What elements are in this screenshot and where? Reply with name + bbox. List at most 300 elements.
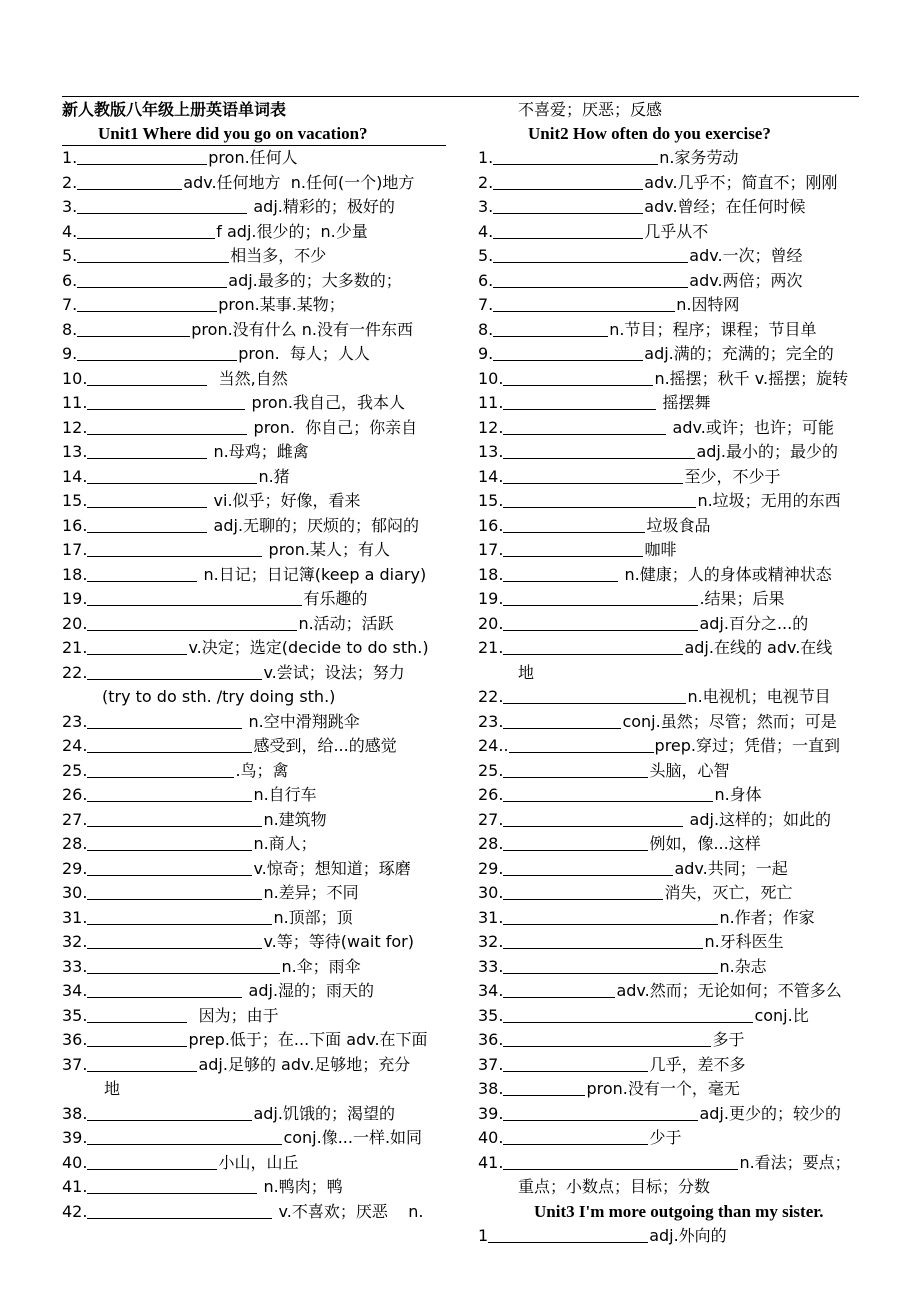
entry-number: 41. <box>62 1177 88 1196</box>
answer-blank[interactable] <box>87 663 262 680</box>
entry-number: 40. <box>478 1128 504 1147</box>
answer-blank[interactable] <box>503 1079 585 1096</box>
entry-number: 36. <box>478 1030 504 1049</box>
entry-definition: n.母鸡；雌禽 <box>208 442 309 461</box>
answer-blank[interactable] <box>87 1177 257 1194</box>
entry-definition: n.看法；要点； <box>739 1152 851 1172</box>
entry-number: 23. <box>62 711 88 731</box>
answer-blank[interactable] <box>503 540 643 557</box>
answer-blank[interactable] <box>87 932 262 949</box>
entry-number: 26. <box>62 785 88 804</box>
answer-blank[interactable] <box>503 834 648 851</box>
entry-number: 4. <box>478 221 494 241</box>
entry-definition: v.决定；选定(decide to do sth.) <box>188 638 429 657</box>
vocab-entry <box>478 146 858 171</box>
answer-blank[interactable] <box>87 1006 187 1023</box>
entry-definition: n.垃圾；无用的东西 <box>697 491 841 510</box>
entry-definition: n.鸭肉；鸭 <box>258 1177 343 1196</box>
entry-number: 13. <box>62 442 88 461</box>
answer-blank[interactable] <box>87 957 280 974</box>
entry-number: 30. <box>62 883 88 902</box>
answer-blank[interactable] <box>87 981 242 998</box>
vocab-entry <box>62 857 446 882</box>
answer-blank[interactable] <box>87 516 207 533</box>
entry-number: 5. <box>478 246 494 265</box>
entry-definition: adv.然而；无论如何；不管多么 <box>616 981 842 1000</box>
answer-blank[interactable] <box>503 1104 698 1121</box>
entry-number: 17. <box>62 540 88 559</box>
answer-blank[interactable] <box>503 565 618 582</box>
unit2-list <box>478 146 858 1200</box>
answer-blank[interactable] <box>503 467 683 484</box>
vocab-entry <box>478 220 858 245</box>
entry-number: 29. <box>62 858 88 878</box>
entry-definition: n.活动；活跃 <box>298 613 394 633</box>
entry-number: 16. <box>478 515 504 535</box>
entry-number: 1. <box>478 148 494 167</box>
answer-blank[interactable] <box>503 883 663 900</box>
vocab-entry <box>62 979 446 1004</box>
entry-definition: n.自行车 <box>253 785 317 804</box>
entry-number: 40. <box>62 1152 88 1172</box>
answer-blank[interactable] <box>503 908 718 925</box>
entry-continuation: 重点；小数点；目标；分数 <box>518 1177 711 1196</box>
entry-number: 9. <box>478 344 494 363</box>
vocab-entry <box>478 857 858 882</box>
vocab-entry <box>478 318 858 343</box>
entry-definition: pron. 你自己；你亲自 <box>248 417 418 437</box>
entry-definition: n.健康；人的身体或精神状态 <box>619 564 832 584</box>
entry-number: 26. <box>478 785 504 804</box>
entry-number: 28. <box>478 834 504 853</box>
vocab-entry <box>62 220 446 245</box>
vocab-entry <box>478 367 858 392</box>
entry-number: 21. <box>62 638 88 657</box>
entry-number: 29. <box>478 858 504 878</box>
vocab-entry <box>478 955 858 980</box>
entry-definition: adv.几乎不；简直不；刚刚 <box>644 172 838 192</box>
entry-definition: n.电视机；电视节目 <box>687 687 831 706</box>
entry-definition: n.日记；日记簿(keep a diary) <box>198 564 427 584</box>
vocab-entry <box>62 783 446 808</box>
entry-definition: 例如，像...这样 <box>649 834 761 853</box>
entry-number: 33. <box>62 956 88 976</box>
vocab-entry <box>62 661 446 686</box>
answer-blank[interactable] <box>87 369 207 386</box>
answer-blank[interactable] <box>503 1128 648 1145</box>
entry-number: 7. <box>478 295 494 314</box>
entry-definition: 小山，山丘 <box>218 1152 299 1172</box>
entry-number: 8. <box>478 319 494 339</box>
entry-definition: 至少，不少于 <box>684 466 781 486</box>
entry-number: 3. <box>478 197 494 216</box>
vocab-entry <box>478 195 858 220</box>
answer-blank[interactable] <box>503 442 695 459</box>
answer-blank[interactable] <box>503 761 648 778</box>
vocab-entry <box>62 367 446 392</box>
vocab-entry <box>478 636 858 661</box>
answer-blank[interactable] <box>87 589 302 606</box>
entry-number: 34. <box>478 981 504 1000</box>
vocab-entry <box>62 269 446 294</box>
answer-blank[interactable] <box>87 442 207 459</box>
entry-definition: vi.似乎；好像，看来 <box>208 491 361 510</box>
answer-blank[interactable] <box>87 565 197 582</box>
vocab-entry <box>478 1224 858 1249</box>
entry-definition: 当然,自然 <box>208 368 288 388</box>
entry-number: 30. <box>478 883 504 902</box>
answer-blank[interactable] <box>87 736 252 753</box>
entry-number: 19. <box>62 589 88 608</box>
entry-definition: v.等；等待(wait for) <box>263 932 414 951</box>
entry-definition: v.惊奇；想知道；琢磨 <box>253 858 411 878</box>
vocab-entry <box>478 416 858 441</box>
vocab-entry <box>62 808 446 833</box>
answer-blank[interactable] <box>493 173 643 190</box>
vocab-entry <box>62 955 446 980</box>
unit1-heading: Unit1 Where did you go on vacation? <box>62 122 446 146</box>
answer-blank[interactable] <box>77 320 190 337</box>
answer-blank[interactable] <box>87 540 262 557</box>
entry-definition: v.不喜欢；厌恶 n. <box>273 1201 424 1221</box>
vocab-entry <box>478 465 858 490</box>
entry-number: 11. <box>478 393 504 412</box>
answer-blank[interactable] <box>503 932 703 949</box>
answer-blank[interactable] <box>77 173 182 190</box>
entry-definition: adv.或许；也许；可能 <box>667 417 834 437</box>
entry-definition: n.空中滑翔跳伞 <box>243 711 360 731</box>
vocab-entry <box>62 636 446 661</box>
answer-blank[interactable] <box>493 320 608 337</box>
answer-blank[interactable] <box>503 393 656 410</box>
entry-number: 37. <box>62 1054 88 1074</box>
answer-blank[interactable] <box>493 271 688 288</box>
entry-definition: adj.满的；充满的；完全的 <box>644 344 834 363</box>
entry-number: 11. <box>62 393 88 412</box>
entry-definition: f adj.很少的；n.少量 <box>216 221 368 241</box>
entry-definition: 几乎，差不多 <box>649 1054 746 1074</box>
answer-blank[interactable] <box>503 589 698 606</box>
answer-blank[interactable] <box>509 736 654 753</box>
answer-blank[interactable] <box>87 614 297 631</box>
answer-blank[interactable] <box>87 418 247 435</box>
entry-number: 1 <box>478 1225 489 1245</box>
vocab-entry <box>62 440 446 465</box>
entry-number: 25. <box>62 760 88 780</box>
entry-number: 15. <box>62 491 88 510</box>
vocab-entry <box>62 1028 446 1053</box>
answer-blank[interactable] <box>503 516 645 533</box>
entry-number: 39. <box>62 1128 88 1147</box>
entry-number: 27. <box>478 809 504 829</box>
vocab-entry <box>62 1126 446 1151</box>
entry-number: 22. <box>478 687 504 706</box>
answer-blank[interactable] <box>503 981 615 998</box>
answer-blank[interactable] <box>87 883 262 900</box>
unit2-heading: Unit2 How often do you exercise? <box>528 124 771 143</box>
answer-blank[interactable] <box>87 859 252 876</box>
vocab-entry <box>62 1004 446 1029</box>
entry-definition: adj.在线的 adv.在线 <box>684 638 833 657</box>
answer-blank[interactable] <box>493 246 688 263</box>
entry-number: 37. <box>478 1054 504 1074</box>
answer-blank[interactable] <box>87 761 234 778</box>
answer-blank[interactable] <box>503 418 666 435</box>
vocab-entry <box>478 1151 858 1176</box>
vocab-entry <box>478 342 858 367</box>
answer-blank[interactable] <box>503 638 683 655</box>
entry-number: 10. <box>478 368 504 388</box>
entry-definition: n.顶部；顶 <box>273 907 353 927</box>
answer-blank[interactable] <box>87 785 252 802</box>
entry-definition: 感受到，给...的感觉 <box>253 736 397 755</box>
entry-continuation: 地 <box>104 1079 121 1098</box>
answer-blank[interactable] <box>87 467 257 484</box>
entry-definition: n.作者；作家 <box>719 907 815 927</box>
answer-blank[interactable] <box>503 614 698 631</box>
answer-blank[interactable] <box>503 785 713 802</box>
answer-blank[interactable] <box>87 834 252 851</box>
entry-number: 32. <box>478 932 504 951</box>
answer-blank[interactable] <box>87 638 187 655</box>
entry-definition: pron.没有什么 n.没有一件东西 <box>191 319 413 339</box>
vocab-entry <box>478 979 858 1004</box>
entry-number: 14. <box>62 466 88 486</box>
entry-definition: n.牙科医生 <box>704 932 784 951</box>
unit3-heading: Unit3 I'm more outgoing than my sister. <box>534 1201 824 1221</box>
answer-blank[interactable] <box>503 1006 753 1023</box>
answer-blank[interactable] <box>503 687 686 704</box>
top-rule <box>62 96 859 97</box>
answer-blank[interactable] <box>87 1104 252 1121</box>
vocab-entry <box>62 1151 446 1176</box>
vocab-entry <box>478 1126 858 1151</box>
entry-number: 32. <box>62 932 88 951</box>
entry-definition: conj.比 <box>754 1005 809 1025</box>
vocab-entry <box>478 1053 858 1078</box>
entry-number: 18. <box>478 564 504 584</box>
entry-definition: 头脑，心智 <box>649 760 730 780</box>
answer-blank[interactable] <box>503 1030 711 1047</box>
entry-number: 39. <box>478 1103 504 1123</box>
vocab-entry <box>478 783 858 808</box>
entry-number: 35. <box>478 1005 504 1025</box>
entry-number: 20. <box>62 613 88 633</box>
answer-blank[interactable] <box>77 295 217 312</box>
unit3-list <box>478 1224 858 1249</box>
entry-definition: 几乎从不 <box>644 221 709 241</box>
entry-definition: .鸟；禽 <box>235 760 289 780</box>
entry-number: 15. <box>478 491 504 510</box>
vocab-entry <box>478 1028 858 1053</box>
entry-definition: adv.曾经；在任何时候 <box>644 197 806 216</box>
entry-definition: .结果；后果 <box>699 589 785 608</box>
answer-blank[interactable] <box>77 271 227 288</box>
entry-definition: pron.某事.某物； <box>218 295 345 314</box>
entry-number: 7. <box>62 295 78 314</box>
entry-number: 24.. <box>478 736 509 755</box>
entry-number: 28. <box>62 834 88 853</box>
entry-number: 12. <box>62 417 88 437</box>
vocab-entry <box>478 930 858 955</box>
answer-blank[interactable] <box>488 1226 648 1243</box>
vocab-entry <box>62 146 446 171</box>
answer-blank[interactable] <box>87 810 262 827</box>
answer-blank[interactable] <box>77 222 215 239</box>
entry-number: 6. <box>62 270 78 290</box>
vocab-entry <box>478 269 858 294</box>
vocab-entry <box>478 293 858 318</box>
entry-number: 27. <box>62 809 88 829</box>
vocab-entry <box>478 1102 858 1127</box>
answer-blank[interactable] <box>87 1128 282 1145</box>
entry-definition: adj.无聊的；厌烦的；郁闷的 <box>208 515 420 535</box>
entry-definition: 因为；由于 <box>188 1005 279 1025</box>
entry-number: 2. <box>62 172 78 192</box>
entry-definition: adj.外向的 <box>649 1225 727 1245</box>
entry-definition: pron.任何人 <box>208 148 298 167</box>
answer-blank[interactable] <box>493 197 643 214</box>
answer-blank[interactable] <box>77 148 207 165</box>
entry-definition: adj.最小的；最少的 <box>696 442 838 461</box>
answer-blank[interactable] <box>77 344 237 361</box>
vocab-entry <box>62 906 446 931</box>
vocab-entry <box>62 1102 446 1127</box>
entry-number: 41. <box>478 1152 504 1172</box>
entry-definition: n.伞；雨伞 <box>281 956 361 976</box>
answer-blank[interactable] <box>87 908 272 925</box>
answer-blank[interactable] <box>77 246 229 263</box>
answer-blank[interactable] <box>503 369 653 386</box>
entry-number: 38. <box>62 1103 88 1123</box>
vocab-entry <box>478 881 858 906</box>
entry-number: 31. <box>62 907 88 927</box>
answer-blank[interactable] <box>493 222 643 239</box>
answer-blank[interactable] <box>87 1055 197 1072</box>
answer-blank[interactable] <box>87 1153 217 1170</box>
answer-blank[interactable] <box>503 957 718 974</box>
entry-definition: conj.像...一样.如同 <box>283 1128 423 1147</box>
vocab-entry <box>62 244 446 269</box>
vocab-entry <box>478 1004 858 1029</box>
entry-number: 17. <box>478 540 504 559</box>
answer-blank[interactable] <box>493 295 675 312</box>
entry-definition: pron.我自己，我本人 <box>246 393 405 412</box>
entry-number: 12. <box>478 417 504 437</box>
vocab-entry <box>478 906 858 931</box>
unit1-42-continuation: 不喜爱；厌恶；反感 <box>518 100 663 119</box>
entry-definition: n.身体 <box>714 785 762 804</box>
entry-definition: 摇摆舞 <box>657 393 711 412</box>
entry-continuation: (try to do sth. /try doing sth.) <box>102 687 336 706</box>
entry-definition: n.摇摆；秋千 v.摇摆；旋转 <box>654 368 849 388</box>
vocab-entry <box>478 710 858 735</box>
answer-blank[interactable] <box>503 1055 648 1072</box>
entry-definition: adv.一次；曾经 <box>689 246 803 265</box>
entry-number: 31. <box>478 907 504 927</box>
entry-number: 33. <box>478 956 504 976</box>
page-title: 新人教版八年级上册英语单词表 <box>62 100 287 119</box>
answer-blank[interactable] <box>87 491 207 508</box>
answer-blank[interactable] <box>493 148 658 165</box>
answer-blank[interactable] <box>503 810 683 827</box>
vocab-entry <box>62 612 446 637</box>
vocab-entry <box>62 710 446 735</box>
left-column <box>62 98 446 1224</box>
entry-number: 2. <box>478 172 494 192</box>
entry-number: 13. <box>478 442 504 461</box>
vocab-entry <box>478 808 858 833</box>
entry-definition: v.尝试；设法；努力 <box>263 662 405 682</box>
entry-definition: n.家务劳动 <box>659 148 739 167</box>
answer-blank[interactable] <box>77 197 247 214</box>
answer-blank[interactable] <box>503 1153 738 1170</box>
entry-definition: pron.没有一个，毫无 <box>586 1079 740 1098</box>
vocab-entry <box>62 1053 446 1078</box>
entry-definition: 多于 <box>712 1030 745 1049</box>
entry-definition: adj.精彩的；极好的 <box>248 197 395 216</box>
entry-definition: adj.饥饿的；渴望的 <box>253 1103 395 1123</box>
vocab-entry <box>62 465 446 490</box>
vocab-entry <box>478 612 858 637</box>
vocab-entry <box>478 832 858 857</box>
entry-definition: 垃圾食品 <box>646 515 711 535</box>
answer-blank[interactable] <box>493 344 643 361</box>
vocab-entry <box>62 416 446 441</box>
vocab-entry <box>478 538 858 563</box>
answer-blank[interactable] <box>87 1030 187 1047</box>
vocab-entry <box>62 832 446 857</box>
vocab-entry <box>478 489 858 514</box>
entry-definition: adj.湿的；雨天的 <box>243 981 375 1000</box>
entry-number: 42. <box>62 1201 88 1221</box>
vocab-entry <box>62 318 446 343</box>
answer-blank[interactable] <box>87 712 242 729</box>
entry-definition: adj.更少的；较少的 <box>699 1103 841 1123</box>
entry-number: 1. <box>62 148 78 167</box>
entry-definition: n.差异；不同 <box>263 883 359 902</box>
entry-number: 14. <box>478 466 504 486</box>
vocab-entry <box>478 759 858 784</box>
unit1-list <box>62 146 446 1224</box>
vocab-entry <box>478 734 858 759</box>
answer-blank[interactable] <box>503 712 621 729</box>
vocab-entry <box>478 685 858 710</box>
entry-definition: adv.两倍；两次 <box>689 270 803 290</box>
entry-number: 18. <box>62 564 88 584</box>
vocab-entry <box>62 195 446 220</box>
entry-definition: adj.这样的；如此的 <box>684 809 832 829</box>
vocab-entry <box>62 563 446 588</box>
entry-definition: 相当多，不少 <box>230 246 327 265</box>
answer-blank[interactable] <box>87 393 245 410</box>
entry-definition: n.建筑物 <box>263 809 327 829</box>
entry-number: 35. <box>62 1005 88 1025</box>
answer-blank[interactable] <box>87 1202 272 1219</box>
vocab-entry <box>478 1077 858 1102</box>
answer-blank[interactable] <box>503 859 673 876</box>
entry-definition: 有乐趣的 <box>303 589 368 608</box>
vocab-entry <box>62 759 446 784</box>
entry-definition: prep.穿过；凭借；一直到 <box>654 736 841 755</box>
entry-definition: pron.某人；有人 <box>263 540 390 559</box>
entry-number: 10. <box>62 368 88 388</box>
vocab-entry <box>62 391 446 416</box>
vocab-entry <box>478 171 858 196</box>
vocab-entry <box>62 587 446 612</box>
answer-blank[interactable] <box>503 491 696 508</box>
entry-definition: n.杂志 <box>719 956 767 976</box>
